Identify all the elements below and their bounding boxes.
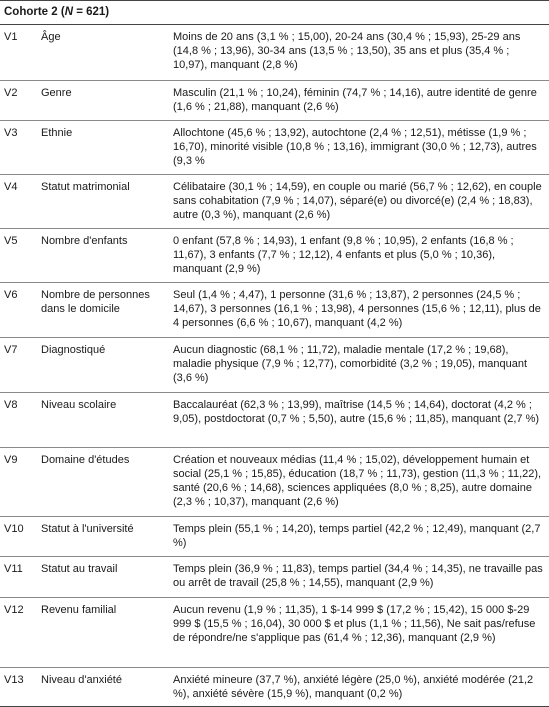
variable-code: V1	[4, 31, 18, 43]
variable-label: Genre	[41, 87, 72, 99]
table-row	[0, 598, 549, 668]
table-row	[0, 448, 549, 517]
variable-code: V8	[4, 399, 18, 411]
variable-code: V9	[4, 454, 18, 466]
variable-label: Domaine d'études	[41, 454, 130, 466]
variable-value: Baccalauréat (62,3 % ; 13,99), maîtrise (14,5 % ; 14,64), doctorat (4,2 % ; 9,05), postdoctorat (0,7 % ; 5,50), autre (15,6 % ; 11,85), manquant (2,7 %)	[173, 399, 540, 425]
variable-value: Création et nouveaux médias (11,4 % ; 15,02), développement humain et social (25,1 % ; 15,85), éducation (18,7 % ; 11,73), gestion (11,3 % ; 11,22), santé (20,6 % ; 14,68), sciences appliquées (8,0 % ; 8,25), autre domaine (2,3 % ; 10,37), manquant (2,6 %)	[173, 454, 542, 508]
variable-value: Temps plein (36,9 % ; 11,83), temps partiel (34,4 % ; 14,35), ne travaille pas ou arrêt de travail (25,8 % ; 14,55), manquant (2,9 %)	[173, 563, 543, 589]
table-row	[0, 668, 549, 707]
variable-label: Diagnostiqué	[41, 344, 106, 356]
variable-label: Statut au travail	[41, 563, 118, 575]
variable-code: V3	[4, 127, 18, 139]
table-row	[0, 393, 549, 448]
table-row	[0, 229, 549, 283]
table-row	[0, 283, 549, 338]
caption-suffix: = 621)	[73, 6, 110, 18]
variable-value: Temps plein (55,1 % ; 14,20), temps partiel (42,2 % ; 12,49), manquant (2,7 %)	[173, 523, 541, 549]
variable-label: Nombre de personnes dans le domicile	[41, 289, 150, 315]
caption-n-symbol: N	[64, 6, 74, 18]
variable-code: V10	[4, 523, 24, 535]
variable-value: Seul (1,4 % ; 4,47), 1 personne (31,6 % ; 13,87), 2 personnes (24,5 % ; 14,67), 3 personnes (16,1 % ; 13,98), 4 personnes (15,6 % ; 12,11), plus de 4 personnes (6,6 % ; 10,67), manquant (4,2 %)	[173, 289, 541, 329]
variable-value: Moins de 20 ans (3,1 % ; 15,00), 20-24 ans (30,4 % ; 15,93), 25-29 ans (14,8 % ; 13,96), 30-34 ans (13,5 % ; 13,50), 35 ans et plus (35,4 % ; 10,97), manquant (2,8 %)	[173, 31, 521, 71]
table-row	[0, 81, 549, 121]
table-row	[0, 338, 549, 393]
table-row	[0, 517, 549, 557]
variable-code: V5	[4, 235, 18, 247]
table-row	[0, 25, 549, 81]
variable-value: Aucun diagnostic (68,1 % ; 11,72), maladie mentale (17,2 % ; 19,68), maladie physique (7,9 % ; 12,77), comorbidité (3,2 % ; 19,05), manquant (3,6 %)	[173, 344, 528, 384]
variable-label: Statut matrimonial	[41, 181, 130, 193]
table-row	[0, 121, 549, 175]
variable-code: V6	[4, 289, 18, 301]
variable-code: V13	[4, 674, 24, 686]
variable-value: Anxiété mineure (37,7 %), anxiété légère (25,0 %), anxiété modérée (21,2 %), anxiété sévère (15,9 %), manquant (0,2 %)	[173, 674, 534, 700]
variable-value: Masculin (21,1 % ; 10,24), féminin (74,7 % ; 14,16), autre identité de genre (1,6 % ; 21,88), manquant (2,6 %)	[173, 87, 537, 113]
table-row	[0, 557, 549, 598]
variable-label: Niveau scolaire	[41, 399, 117, 411]
table-caption	[0, 0, 549, 25]
table-row	[0, 175, 549, 229]
variable-label: Ethnie	[41, 127, 73, 139]
variable-label: Niveau d'anxiété	[41, 674, 122, 686]
variable-code: V2	[4, 87, 18, 99]
variable-label: Âge	[41, 31, 61, 43]
variable-value: 0 enfant (57,8 % ; 14,93), 1 enfant (9,8 % ; 10,95), 2 enfants (16,8 % ; 11,67), 3 enfants (7,7 % ; 12,12), 4 enfants et plus (5,0 % ; 10,36), manquant (2,9 %)	[173, 235, 514, 275]
variable-value: Aucun revenu (1,9 % ; 11,35), 1 $-14 999 $ (17,2 % ; 15,42), 15 000 $-29 999 $ (15,5 % ; 16,04), 30 000 $ et plus (1,1 % ; 11,56), Ne sait pas/refuse de répondre/ne s'applique pas (61,4 % ; 12,36), manquant (2,9 %)	[173, 604, 536, 644]
variable-label: Revenu familial	[41, 604, 117, 616]
variable-code: V7	[4, 344, 18, 356]
variable-code: V4	[4, 181, 18, 193]
variable-code: V11	[4, 563, 23, 575]
caption-prefix: Cohorte 2 (	[4, 6, 65, 18]
variable-label: Statut à l'université	[41, 523, 134, 535]
variable-value: Allochtone (45,6 % ; 13,92), autochtone (2,4 % ; 12,51), métisse (1,9 % ; 16,70), minorité visible (10,8 % ; 13,16), immigrant (30,0 % ; 12,73), autres (9,3 %	[173, 127, 537, 167]
variable-label: Nombre d'enfants	[41, 235, 128, 247]
variable-value: Célibataire (30,1 % ; 14,59), en couple ou marié (56,7 % ; 12,62), en couple sans cohabitation (7,9 % ; 14,07), séparé(e) ou divorcé(e) (2,4 % ; 18,83), autre (0,3 %), manquant (2,6 %)	[173, 181, 542, 221]
variable-code: V12	[4, 604, 24, 616]
